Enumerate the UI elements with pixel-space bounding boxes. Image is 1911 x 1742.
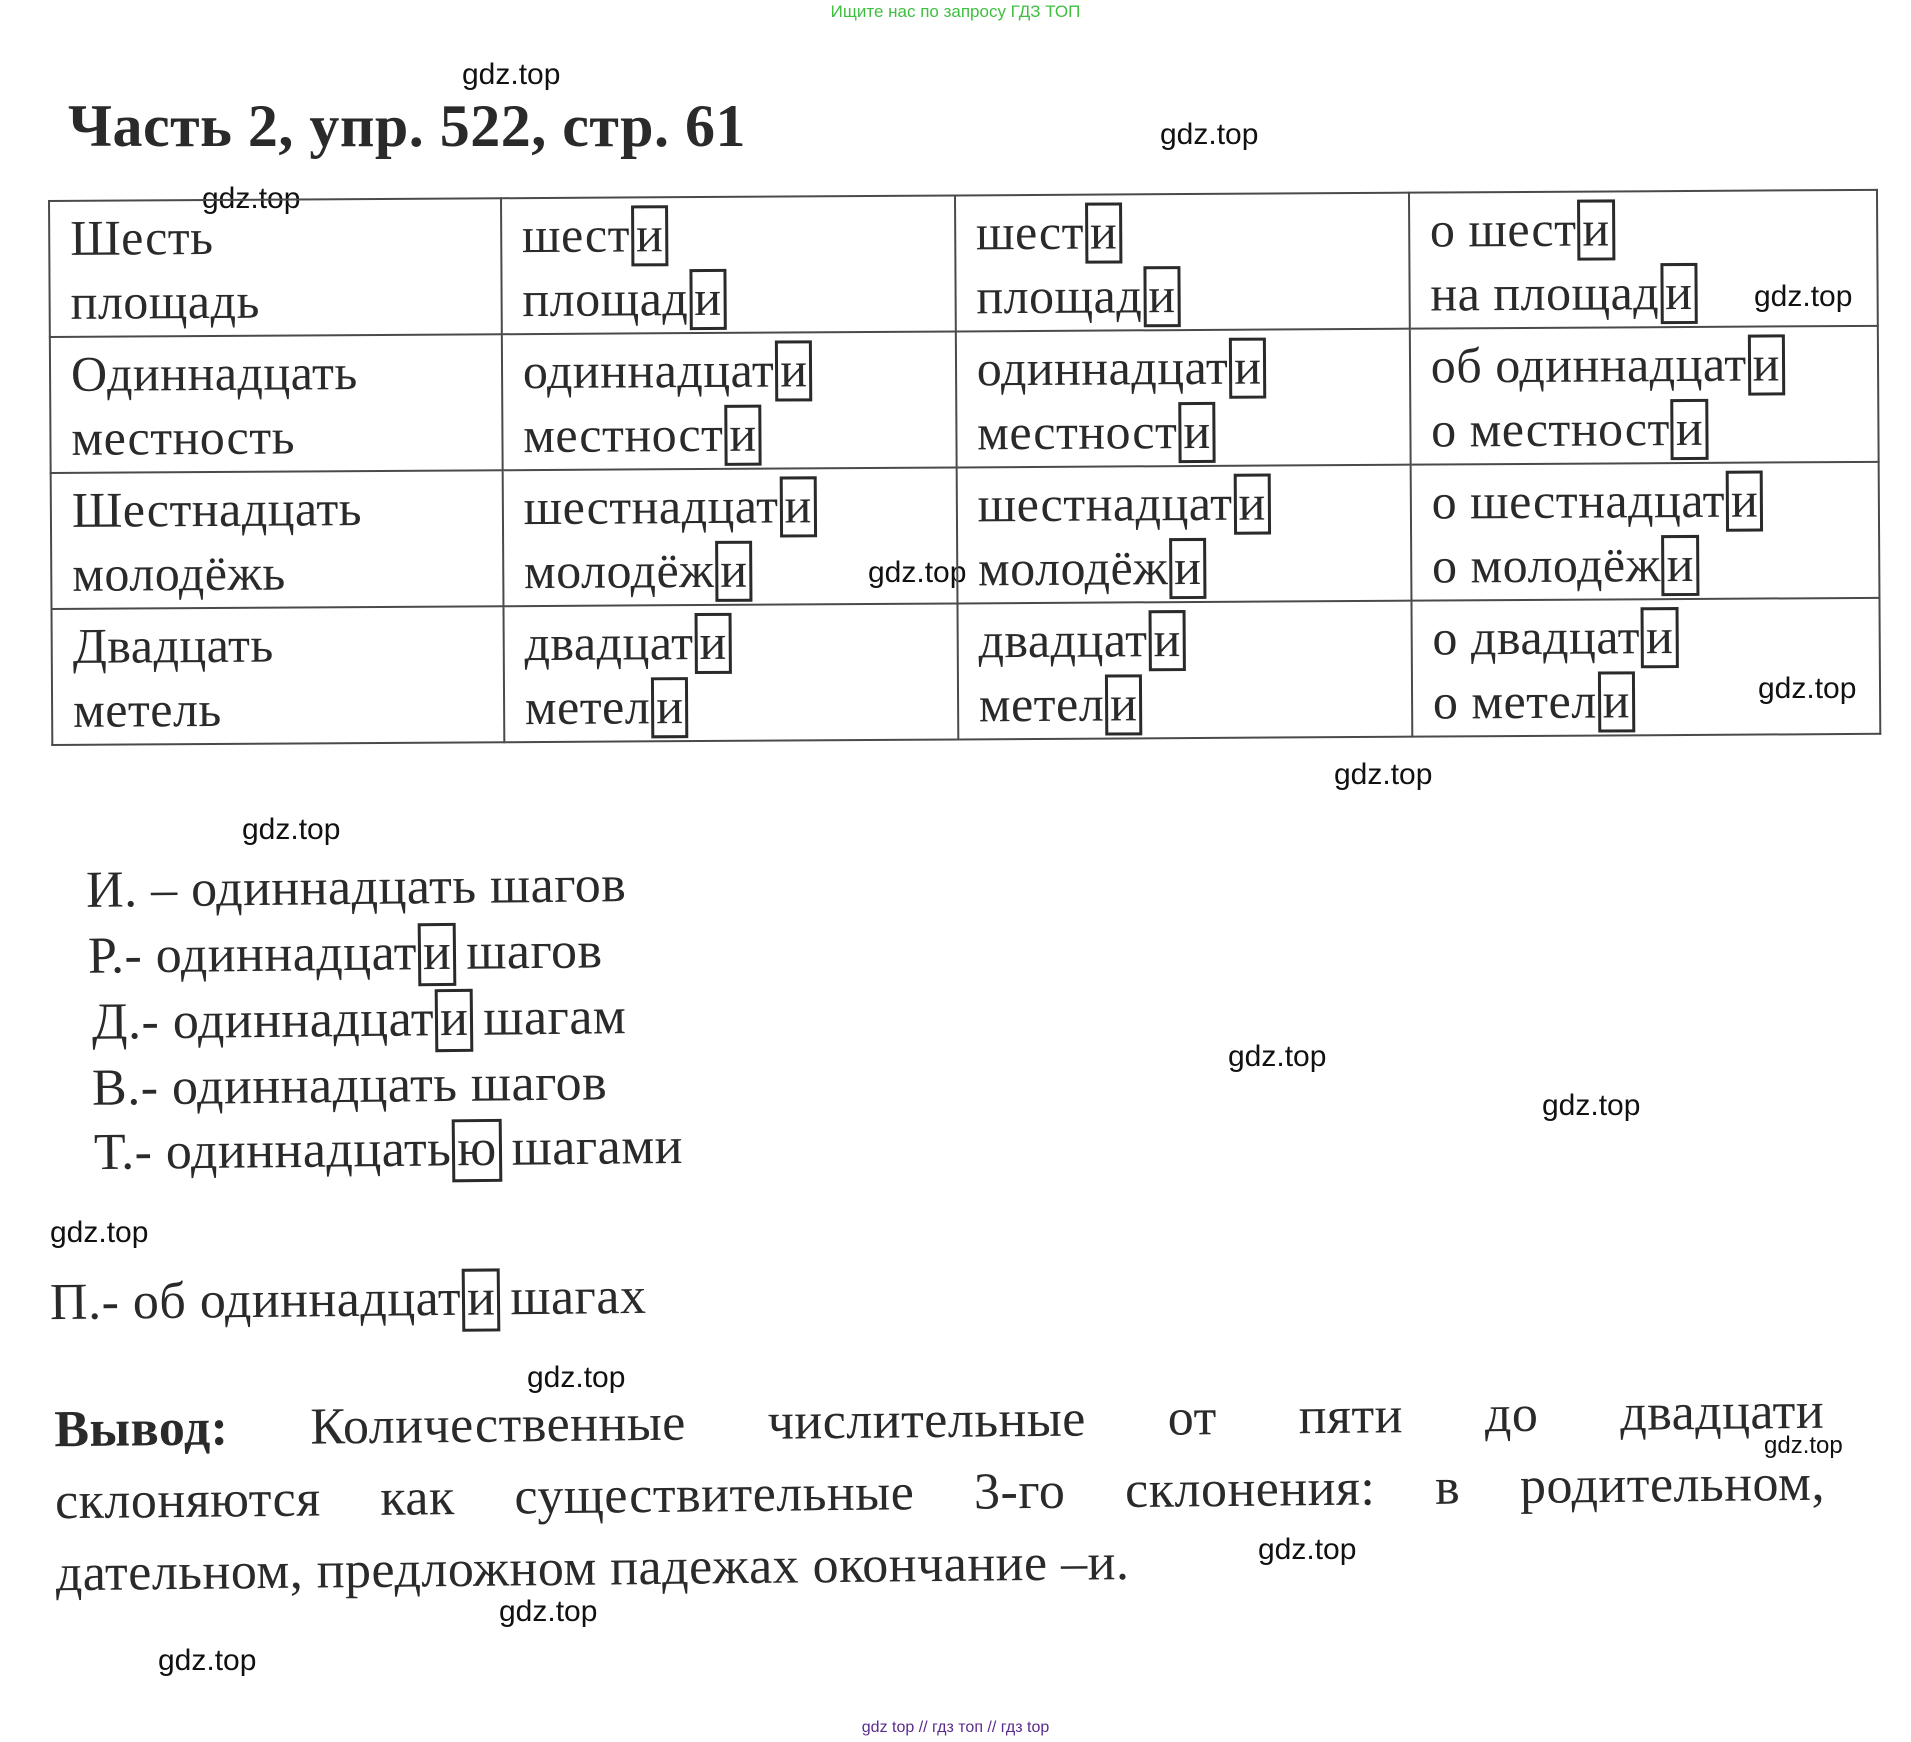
watermark: gdz.top <box>868 556 967 589</box>
word-form <box>522 265 934 332</box>
ending-box: и <box>1233 474 1271 535</box>
word-stem: шест <box>521 206 631 264</box>
form-cell-col2 <box>502 467 957 606</box>
case-line <box>86 855 627 920</box>
conclusion-word: двадцати <box>1619 1382 1825 1442</box>
conclusion-word: склонения: <box>1124 1459 1376 1520</box>
word-stem: о молодёж <box>1431 536 1661 594</box>
ending-box: и <box>462 1268 501 1331</box>
word-form <box>523 337 935 404</box>
form-cell-col3 <box>955 193 1410 332</box>
base-form: местность <box>71 408 296 466</box>
watermark: gdz.top <box>1258 1533 1357 1566</box>
ending-box: и <box>1661 535 1699 596</box>
case-line <box>92 987 627 1056</box>
conclusion-word: числительные <box>767 1390 1087 1451</box>
word-stem: местност <box>977 403 1178 461</box>
word-stem: о шест <box>1429 200 1577 258</box>
base-form: Двадцать <box>72 616 274 674</box>
form-cell-col3 <box>956 465 1411 604</box>
table-row <box>50 326 1879 473</box>
word-stem: двадцат <box>524 614 694 672</box>
word-form <box>976 198 1388 265</box>
word-form <box>978 606 1390 673</box>
conclusion-word: от <box>1167 1389 1218 1447</box>
table-row <box>49 190 1878 337</box>
table-row <box>51 462 1880 609</box>
word-form <box>1431 395 1858 462</box>
word-stem: о шестнадцат <box>1431 471 1726 530</box>
word-stem: метел <box>524 678 651 736</box>
word-form <box>977 398 1389 465</box>
word-form <box>523 401 935 468</box>
conclusion <box>54 1376 1826 1611</box>
ending-box: и <box>1178 402 1216 463</box>
base-form: молодёжь <box>72 544 286 602</box>
ending-box: и <box>715 541 753 602</box>
word-stem: о местност <box>1431 400 1671 458</box>
watermark: gdz.top <box>527 1361 626 1394</box>
footer-links[interactable]: gdz top // гдз топ // гдз top <box>861 1719 1050 1736</box>
watermark: gdz.top <box>1758 672 1857 705</box>
conclusion-word: склоняются <box>54 1470 321 1531</box>
case-text: Т.- одиннадцать <box>93 1120 452 1182</box>
ending-box: и <box>1747 334 1785 395</box>
word-form <box>1432 531 1859 598</box>
form-cell-col4 <box>1409 190 1878 329</box>
word-stem: шест <box>975 203 1085 261</box>
ending-box: и <box>694 613 732 674</box>
case-line <box>50 1267 647 1336</box>
conclusion-word: существительные <box>514 1464 915 1526</box>
word-form <box>1432 603 1859 670</box>
form-cell-col4 <box>1410 326 1879 465</box>
word-form <box>522 201 934 268</box>
word-stem: площад <box>522 270 689 328</box>
word-form <box>524 537 936 604</box>
ending-box: и <box>1105 674 1143 735</box>
word-stem: шестнадцат <box>523 477 779 536</box>
word-stem: одиннадцат <box>522 341 775 400</box>
word-stem: площад <box>976 267 1143 325</box>
conclusion-label: Вывод: <box>53 1399 229 1459</box>
ending-box: и <box>724 405 762 466</box>
form-cell-col3 <box>957 601 1412 740</box>
case-text: В.- одиннадцать шагов <box>91 1054 608 1117</box>
watermark: gdz.top <box>1542 1089 1641 1122</box>
ending-box: и <box>631 205 669 266</box>
word-stem: об одиннадцат <box>1430 335 1747 394</box>
ending-box: и <box>1726 471 1764 532</box>
word-form <box>978 534 1390 601</box>
word-stem: шестнадцат <box>977 474 1233 533</box>
table-row <box>51 598 1880 745</box>
word-stem: молодёж <box>523 541 715 600</box>
ending-box: и <box>689 269 727 330</box>
base-form: метель <box>72 680 222 738</box>
watermark: gdz.top <box>462 58 561 91</box>
conclusion-word: родительном, <box>1519 1454 1826 1515</box>
base-form: площадь <box>70 272 260 330</box>
conclusion-line-3: дательном, предложном падежах окончание –и. <box>55 1534 1130 1603</box>
form-cell-col3 <box>956 329 1411 468</box>
form-cell-col4 <box>1410 462 1879 601</box>
word-stem: на площад <box>1430 264 1660 322</box>
watermark: gdz.top <box>1764 1432 1843 1459</box>
case-line <box>92 1053 608 1117</box>
watermark: gdz.top <box>499 1595 598 1628</box>
word-form <box>979 670 1391 737</box>
watermark: gdz.top <box>242 813 341 846</box>
conclusion-word: пяти <box>1298 1387 1404 1446</box>
base-form: Одиннадцать <box>70 344 358 402</box>
word-stem: молодёж <box>977 539 1169 597</box>
watermark: gdz.top <box>1334 758 1433 791</box>
ending-box: и <box>1597 671 1635 732</box>
case-text: Р.- одиннадцат <box>87 924 418 985</box>
case-line <box>94 1117 684 1186</box>
word-stem: двадцат <box>978 611 1148 669</box>
case-text: Д.- одиннадцат <box>91 990 435 1051</box>
conclusion-word: в <box>1434 1458 1461 1516</box>
word-stem: местност <box>523 405 724 464</box>
ending-box: и <box>1641 607 1679 668</box>
conclusion-word: 3-го <box>973 1462 1066 1521</box>
word-form <box>525 673 937 740</box>
ending-box: и <box>435 989 474 1052</box>
base-form-cell <box>51 606 504 745</box>
watermark: gdz.top <box>1228 1040 1327 1073</box>
conclusion-word: Количественные <box>310 1394 687 1456</box>
case-text: шагам <box>483 988 627 1047</box>
watermark: gdz.top <box>1160 118 1259 151</box>
word-stem: метел <box>978 675 1105 733</box>
base-form: Шесть <box>70 208 214 266</box>
word-form <box>1430 259 1857 326</box>
top-banner[interactable]: Ищите нас по запросу ГДЗ ТОП <box>830 2 1081 21</box>
ending-box: и <box>1229 338 1267 399</box>
conclusion-word: до <box>1484 1385 1539 1444</box>
base-form-cell <box>49 198 502 337</box>
word-form <box>524 609 936 676</box>
ending-box: ю <box>452 1119 502 1183</box>
watermark: gdz.top <box>202 182 301 215</box>
form-cell-col2 <box>502 331 957 470</box>
ending-box: и <box>1671 399 1709 460</box>
declension-table <box>48 189 1881 746</box>
form-cell-col2 <box>503 603 958 742</box>
word-form <box>977 470 1389 537</box>
word-form <box>977 334 1389 401</box>
watermark: gdz.top <box>1754 280 1853 313</box>
case-text: П.- об одиннадцат <box>49 1269 462 1332</box>
word-form <box>1430 195 1857 262</box>
case-line <box>88 921 603 989</box>
ending-box: и <box>779 476 817 537</box>
word-stem: о метел <box>1432 672 1597 730</box>
case-text: И. – одиннадцать шагов <box>85 856 627 919</box>
case-text: шагов <box>466 922 603 981</box>
word-form <box>1431 467 1858 534</box>
form-cell-col2 <box>501 195 956 334</box>
case-text: шагах <box>510 1267 647 1327</box>
page-title: Часть 2, упр. 522, стр. 61 <box>68 93 747 159</box>
ending-box: и <box>1085 202 1123 263</box>
ending-box: и <box>1148 610 1186 671</box>
word-form <box>976 262 1388 329</box>
ending-box: и <box>651 677 689 738</box>
word-form <box>1431 331 1858 398</box>
word-stem: одиннадцат <box>976 338 1229 397</box>
ending-box: и <box>1660 263 1698 324</box>
form-cell-col4 <box>1411 598 1880 737</box>
conclusion-word: как <box>380 1469 455 1527</box>
case-text: шагами <box>511 1117 684 1177</box>
ending-box: и <box>418 923 457 986</box>
word-stem: о двадцат <box>1432 608 1641 666</box>
watermark: gdz.top <box>158 1644 257 1677</box>
base-form: Шестнадцать <box>71 480 363 538</box>
word-form <box>1433 667 1860 734</box>
ending-box: и <box>1577 199 1615 260</box>
word-form <box>523 473 935 540</box>
ending-box: и <box>1169 538 1207 599</box>
watermark: gdz.top <box>50 1216 149 1249</box>
base-form-cell <box>50 334 503 473</box>
base-form-cell <box>51 470 504 609</box>
ending-box: и <box>775 340 813 401</box>
ending-box: и <box>1143 266 1181 327</box>
